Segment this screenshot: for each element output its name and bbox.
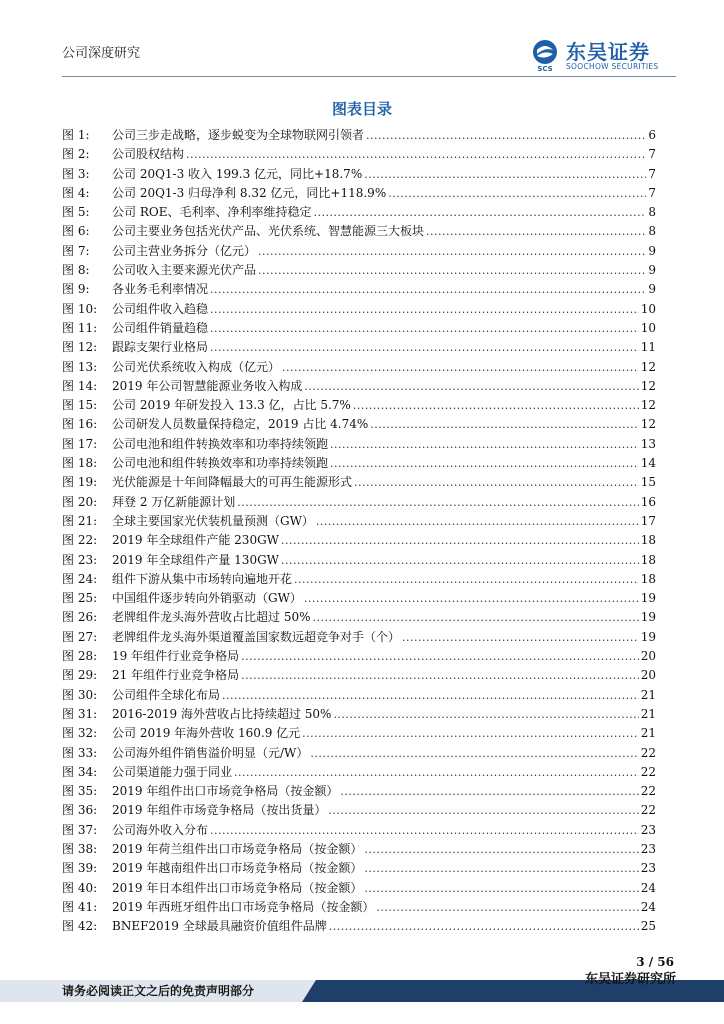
toc-figure-title: 公司三步走战略，逐步蜕变为全球物联网引领者	[112, 128, 365, 142]
toc-page-number: 13	[640, 436, 656, 451]
toc-figure-title: 公司电池和组件转换效率和功率持续领跑	[112, 456, 329, 471]
toc-dot-leader	[186, 145, 646, 164]
toc-figure-number: 图 11:	[62, 320, 98, 335]
toc-figure-number: 图 12:	[62, 340, 98, 355]
toc-figure-number: 图 32:	[62, 726, 98, 741]
toc-page-number: 18	[640, 571, 656, 586]
toc-page-number: 6	[648, 128, 656, 142]
toc-entry[interactable]	[62, 261, 656, 280]
toc-figure-title: 老牌组件龙头海外营收占比超过 50%	[112, 610, 311, 625]
toc-figure-title: 公司 20Q1-3 归母净利 8.32 亿元，同比+118.9%	[112, 185, 387, 200]
toc-entry[interactable]	[62, 666, 656, 685]
toc-figure-number: 图 33:	[62, 745, 98, 760]
toc-figure-title: 跟踪支架行业格局	[112, 340, 209, 355]
toc-dot-leader	[210, 300, 639, 319]
figure-index-list	[62, 126, 656, 936]
toc-figure-title: 2019 年西班牙组件出口市场竞争格局（按金额）	[112, 899, 375, 914]
toc-page-number: 15	[640, 475, 656, 490]
toc-figure-number: 图 14:	[62, 378, 98, 393]
toc-figure-title: 2016-2019 海外营收占比持续超过 50%	[112, 706, 332, 721]
toc-page-number: 20	[640, 668, 656, 683]
toc-page-number: 22	[640, 803, 656, 818]
toc-page-number: 20	[640, 649, 656, 664]
toc-figure-title: 2019 年组件市场竞争格局（按出货量）	[112, 803, 327, 818]
toc-figure-number: 图 28:	[62, 649, 98, 664]
toc-page-number: 23	[640, 841, 656, 856]
toc-dot-leader	[376, 898, 638, 917]
toc-entry[interactable]	[62, 821, 656, 840]
soochow-logo-icon	[528, 38, 562, 72]
toc-figure-title: 公司组件全球化布局	[112, 687, 221, 702]
toc-figure-number: 图 24:	[62, 571, 98, 586]
toc-page-number: 18	[640, 552, 656, 567]
toc-entry[interactable]	[62, 280, 656, 299]
toc-figure-title: 2019 年公司智慧能源业务收入构成	[112, 378, 303, 393]
toc-figure-title: 公司组件销量趋稳	[112, 320, 209, 335]
toc-entry[interactable]	[62, 454, 656, 473]
toc-dot-leader	[313, 203, 646, 222]
toc-entry[interactable]	[62, 879, 656, 898]
toc-figure-title: 2019 年日本组件出口市场竞争格局（按金额）	[112, 880, 363, 895]
toc-dot-leader	[304, 589, 639, 608]
toc-entry[interactable]	[62, 898, 656, 917]
toc-figure-title: 老牌组件龙头海外渠道覆盖国家数远超竞争对手（个）	[112, 629, 401, 644]
toc-figure-number: 图 36:	[62, 803, 98, 818]
institute-name: 东吴证券研究所	[584, 972, 676, 987]
toc-entry[interactable]	[62, 319, 656, 338]
toc-figure-title: 公司 2019 年研发投入 13.3 亿，占比 5.7%	[112, 398, 351, 413]
toc-entry[interactable]	[62, 435, 656, 454]
toc-entry[interactable]	[62, 184, 656, 203]
toc-page-number: 7	[648, 147, 656, 162]
toc-dot-leader	[258, 242, 646, 261]
toc-dot-leader	[222, 686, 639, 705]
toc-dot-leader	[364, 165, 646, 184]
toc-dot-leader	[364, 859, 638, 878]
toc-entry[interactable]	[62, 165, 656, 184]
toc-figure-number: 图 7:	[62, 243, 90, 258]
toc-dot-leader	[304, 377, 638, 396]
report-type-label: 公司深度研究	[62, 46, 141, 61]
logo-mark-text: SCS	[537, 65, 553, 72]
toc-figure-title: 2019 年全球组件产能 230GW	[112, 533, 279, 548]
toc-page-number: 21	[640, 706, 656, 721]
toc-page-number: 9	[648, 263, 656, 278]
toc-page-number: 22	[640, 764, 656, 779]
toc-figure-title: 2019 年组件出口市场竞争格局（按金额）	[112, 784, 339, 799]
toc-figure-title: 公司海外收入分布	[112, 822, 209, 837]
toc-dot-leader	[241, 647, 639, 666]
company-logo	[528, 38, 678, 74]
toc-figure-number: 图 17:	[62, 436, 98, 451]
toc-entry[interactable]	[62, 126, 656, 145]
toc-entry[interactable]	[62, 551, 656, 570]
toc-dot-leader	[281, 531, 639, 550]
toc-figure-number: 图 1:	[62, 128, 90, 142]
toc-figure-title: 全球主要国家光伏装机量预测（GW）	[112, 513, 314, 528]
toc-dot-leader	[302, 724, 639, 743]
toc-entry[interactable]	[62, 377, 656, 396]
toc-figure-title: 公司研发人员数量保持稳定，2019 占比 4.74%	[112, 417, 369, 432]
toc-page-number: 8	[648, 224, 656, 239]
toc-figure-title: 公司收入主要来源光伏产品	[112, 263, 257, 278]
toc-figure-title: BNEF2019 全球最具融资价值组件品牌	[112, 919, 327, 934]
toc-dot-leader	[241, 666, 639, 685]
toc-dot-leader	[330, 454, 639, 473]
toc-page-number: 12	[640, 398, 656, 413]
toc-figure-number: 图 27:	[62, 629, 98, 644]
toc-figure-number: 图 25:	[62, 591, 98, 606]
toc-page-number: 9	[648, 282, 656, 297]
toc-dot-leader	[364, 879, 638, 898]
toc-entry[interactable]	[62, 589, 656, 608]
toc-figure-title: 2019 年越南组件出口市场竞争格局（按金额）	[112, 861, 363, 876]
toc-page-number: 23	[640, 822, 656, 837]
toc-figure-number: 图 18:	[62, 456, 98, 471]
toc-page-number: 12	[640, 417, 656, 432]
toc-page-number: 10	[640, 320, 656, 335]
toc-page-number: 22	[640, 784, 656, 799]
toc-entry[interactable]	[62, 145, 656, 164]
toc-page-number: 12	[640, 359, 656, 374]
toc-dot-leader	[329, 917, 639, 936]
toc-entry[interactable]	[62, 647, 656, 666]
toc-page-number: 16	[640, 494, 656, 509]
toc-entry[interactable]	[62, 222, 656, 241]
toc-entry[interactable]	[62, 705, 656, 724]
toc-figure-title: 公司海外组件销售溢价明显（元/W）	[112, 745, 309, 760]
toc-figure-title: 公司 2019 年海外营收 160.9 亿元	[112, 726, 301, 741]
toc-entry[interactable]	[62, 763, 656, 782]
toc-entry[interactable]	[62, 744, 656, 763]
toc-figure-title: 19 年组件行业竞争格局	[112, 649, 240, 664]
toc-page-number: 21	[640, 726, 656, 741]
toc-entry[interactable]	[62, 724, 656, 743]
toc-page-number: 21	[640, 687, 656, 702]
toc-figure-number: 图 35:	[62, 784, 98, 799]
disclaimer-text: 请务必阅读正文之后的免责声明部分	[62, 984, 255, 998]
toc-page-number: 7	[648, 185, 656, 200]
page-number: 3 / 56	[636, 955, 674, 969]
toc-figure-title: 中国组件逐步转向外销驱动（GW）	[112, 591, 302, 606]
toc-dot-leader	[366, 126, 646, 145]
toc-page-number: 17	[640, 513, 656, 528]
toc-entry[interactable]	[62, 338, 656, 357]
toc-figure-number: 图 5:	[62, 205, 90, 220]
toc-dot-leader	[210, 338, 639, 357]
toc-figure-number: 图 26:	[62, 610, 98, 625]
toc-figure-number: 图 9:	[62, 282, 90, 297]
logo-english-name: SOOCHOW SECURITIES	[566, 62, 659, 71]
toc-page-number: 11	[640, 340, 656, 355]
toc-dot-leader	[210, 821, 639, 840]
toc-entry[interactable]	[62, 840, 656, 859]
toc-figure-title: 21 年组件行业竞争格局	[112, 668, 240, 683]
toc-figure-number: 图 42:	[62, 919, 98, 934]
toc-entry[interactable]	[62, 859, 656, 878]
toc-dot-leader	[282, 358, 639, 377]
toc-figure-number: 图 10:	[62, 301, 98, 316]
toc-dot-leader	[333, 705, 638, 724]
toc-figure-title: 公司主要业务包括光伏产品、光伏系统、智慧能源三大板块	[112, 224, 425, 239]
toc-dot-leader	[281, 551, 639, 570]
toc-page-number: 19	[640, 591, 656, 606]
toc-page-number: 23	[640, 861, 656, 876]
toc-figure-number: 图 39:	[62, 861, 98, 876]
toc-dot-leader	[310, 744, 638, 763]
toc-entry[interactable]	[62, 396, 656, 415]
toc-page-number: 24	[640, 899, 656, 914]
toc-figure-number: 图 31:	[62, 706, 98, 721]
toc-dot-leader	[340, 782, 638, 801]
toc-figure-number: 图 2:	[62, 147, 90, 162]
toc-figure-number: 图 20:	[62, 494, 98, 509]
toc-entry[interactable]	[62, 358, 656, 377]
toc-dot-leader	[354, 473, 639, 492]
toc-entry[interactable]	[62, 473, 656, 492]
toc-entry[interactable]	[62, 608, 656, 627]
toc-entry[interactable]	[62, 300, 656, 319]
toc-page-number: 14	[640, 456, 656, 471]
toc-figure-title: 公司 ROE、毛利率、净利率维持稳定	[112, 205, 312, 220]
toc-figure-number: 图 22:	[62, 533, 98, 548]
toc-figure-number: 图 6:	[62, 224, 90, 239]
toc-figure-title: 公司股权结构	[112, 147, 185, 162]
toc-figure-number: 图 8:	[62, 263, 90, 278]
toc-figure-number: 图 40:	[62, 880, 98, 895]
toc-figure-number: 图 29:	[62, 668, 98, 683]
toc-dot-leader	[353, 396, 639, 415]
toc-dot-leader	[258, 261, 646, 280]
toc-figure-title: 组件下游从集中市场转向遍地开花	[112, 571, 293, 586]
toc-figure-number: 图 37:	[62, 822, 98, 837]
toc-dot-leader	[210, 319, 639, 338]
toc-figure-number: 图 3:	[62, 166, 90, 181]
toc-dot-leader	[313, 608, 639, 627]
toc-dot-leader	[426, 222, 646, 241]
toc-dot-leader	[370, 415, 638, 434]
toc-figure-title: 公司主营业务拆分（亿元）	[112, 243, 257, 258]
toc-dot-leader	[234, 763, 639, 782]
toc-entry[interactable]	[62, 531, 656, 550]
toc-figure-number: 图 15:	[62, 398, 98, 413]
toc-page-number: 19	[640, 610, 656, 625]
toc-entry[interactable]	[62, 686, 656, 705]
toc-figure-number: 图 21:	[62, 513, 98, 528]
toc-entry[interactable]	[62, 415, 656, 434]
toc-figure-number: 图 34:	[62, 764, 98, 779]
header-divider	[62, 76, 676, 77]
toc-entry[interactable]	[62, 512, 656, 531]
toc-figure-number: 图 30:	[62, 687, 98, 702]
toc-figure-number: 图 4:	[62, 185, 90, 200]
toc-figure-title: 2019 年荷兰组件出口市场竞争格局（按金额）	[112, 841, 363, 856]
toc-figure-number: 图 19:	[62, 475, 98, 490]
toc-entry[interactable]	[62, 801, 656, 820]
toc-page-number: 8	[648, 205, 656, 220]
toc-dot-leader	[294, 570, 639, 589]
toc-entry[interactable]	[62, 628, 656, 647]
toc-figure-title: 公司组件收入趋稳	[112, 301, 209, 316]
toc-figure-title: 公司电池和组件转换效率和功率持续领跑	[112, 436, 329, 451]
toc-entry[interactable]	[62, 203, 656, 222]
toc-figure-title: 公司 20Q1-3 收入 199.3 亿元，同比+18.7%	[112, 166, 363, 181]
toc-figure-title: 拜登 2 万亿新能源计划	[112, 494, 236, 509]
toc-entry[interactable]	[62, 782, 656, 801]
toc-figure-number: 图 41:	[62, 899, 98, 914]
toc-figure-title: 各业务毛利率情况	[112, 282, 209, 297]
logo-chinese-name: 东吴证券	[566, 40, 650, 64]
toc-dot-leader	[316, 512, 639, 531]
toc-page-number: 19	[640, 629, 656, 644]
toc-dot-leader	[330, 435, 639, 454]
toc-page-number: 24	[640, 880, 656, 895]
toc-page-number: 22	[640, 745, 656, 760]
toc-figure-title: 2019 年全球组件产量 130GW	[112, 552, 279, 567]
toc-dot-leader	[237, 493, 638, 512]
toc-entry[interactable]	[62, 493, 656, 512]
toc-entry[interactable]	[62, 917, 656, 936]
toc-figure-number: 图 38:	[62, 841, 98, 856]
toc-dot-leader	[402, 628, 639, 647]
toc-figure-number: 图 13:	[62, 359, 98, 374]
toc-page-number: 18	[640, 533, 656, 548]
page-title: 图表目录	[331, 100, 392, 118]
toc-figure-number: 图 16:	[62, 417, 98, 432]
toc-page-number: 25	[640, 919, 656, 934]
toc-figure-title: 光伏能源是十年间降幅最大的可再生能源形式	[112, 475, 353, 490]
toc-dot-leader	[210, 280, 646, 299]
toc-page-number: 9	[648, 243, 656, 258]
toc-figure-number: 图 23:	[62, 552, 98, 567]
toc-entry[interactable]	[62, 570, 656, 589]
toc-dot-leader	[364, 840, 638, 859]
toc-figure-title: 公司渠道能力强于同业	[112, 764, 233, 779]
toc-dot-leader	[328, 801, 638, 820]
toc-page-number: 7	[648, 166, 656, 181]
toc-dot-leader	[388, 184, 646, 203]
toc-page-number: 10	[640, 301, 656, 316]
toc-figure-title: 公司光伏系统收入构成（亿元）	[112, 359, 281, 374]
toc-entry[interactable]	[62, 242, 656, 261]
toc-page-number: 12	[640, 378, 656, 393]
